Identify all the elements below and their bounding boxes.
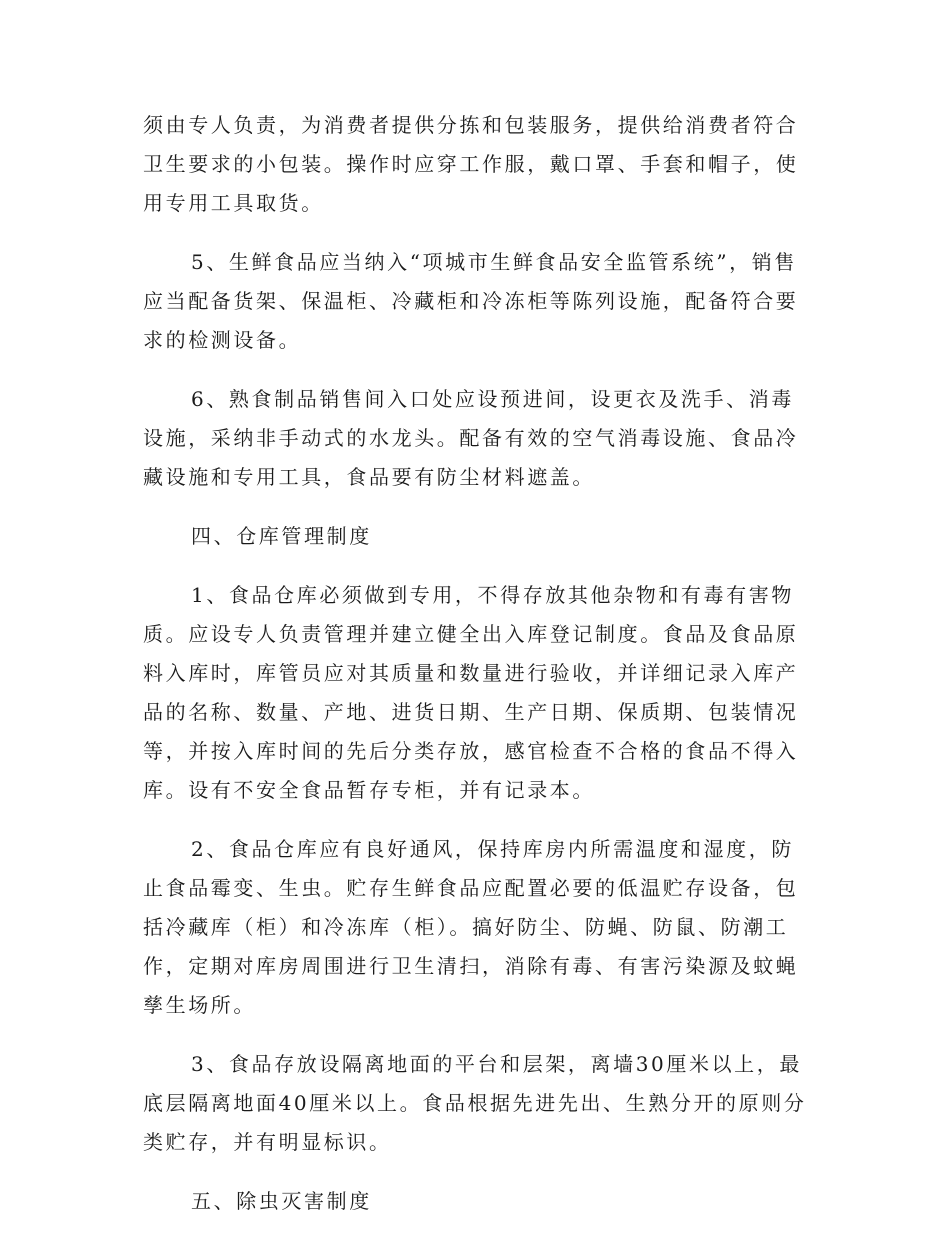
paragraph-warehouse-3: 3、食品存放设隔离地面的平台和层架，离墙30厘米以上，最底层隔离地面40厘米以上。食品根据先进先出、生熟分开的原则分类贮存，并有明显标识。 (143, 1052, 807, 1154)
paragraph-warehouse-2: 2、食品仓库应有良好通风，保持库房内所需温度和湿度，防止食品霉变、生虫。贮存生鲜食品应配置必要的低温贮存设备，包括冷藏库（柜）和冷冻库（柜）。搞好防尘、防蝇、防鼠、防潮工作，定期对库房周围进行卫生清扫，消除有毒、有害污染源及蚊蝇孳生场所。 (143, 837, 799, 1017)
paragraph-item-5: 5、生鲜食品应当纳入“项城市生鲜食品安全监管系统”，销售应当配备货架、保温柜、冷藏柜和冷冻柜等陈列设施，配备符合要求的检测设备。 (143, 250, 799, 352)
paragraph-continuation: 须由专人负责，为消费者提供分拣和包装服务，提供给消费者符合卫生要求的小包装。操作时应穿工作服，戴口罩、手套和帽子，使用专用工具取货。 (143, 113, 799, 215)
document-body (143, 106, 813, 1241)
paragraph-item-6: 6、熟食制品销售间入口处应设预进间，设更衣及洗手、消毒设施，采纳非手动式的水龙头。配备有效的空气消毒设施、食品冷藏设施和专用工具，食品要有防尘材料遮盖。 (143, 387, 799, 489)
paragraph-warehouse-1: 1、食品仓库必须做到专用，不得存放其他杂物和有毒有害物质。应设专人负责管理并建立健全出入库登记制度。食品及食品原料入库时，库管员应对其质量和数量进行验收，并详细记录入库产品的名称、数量、产地、进货日期、生产日期、保质期、包装情况等，并按入库时间的先后分类存放，感官检查不合格的食品不得入库。设有不安全食品暂存专柜，并有记录本。 (143, 583, 799, 802)
section-heading-warehouse: 四、仓库管理制度 (191, 524, 372, 548)
section-heading-pest-control: 五、除虫灭害制度 (191, 1189, 372, 1213)
